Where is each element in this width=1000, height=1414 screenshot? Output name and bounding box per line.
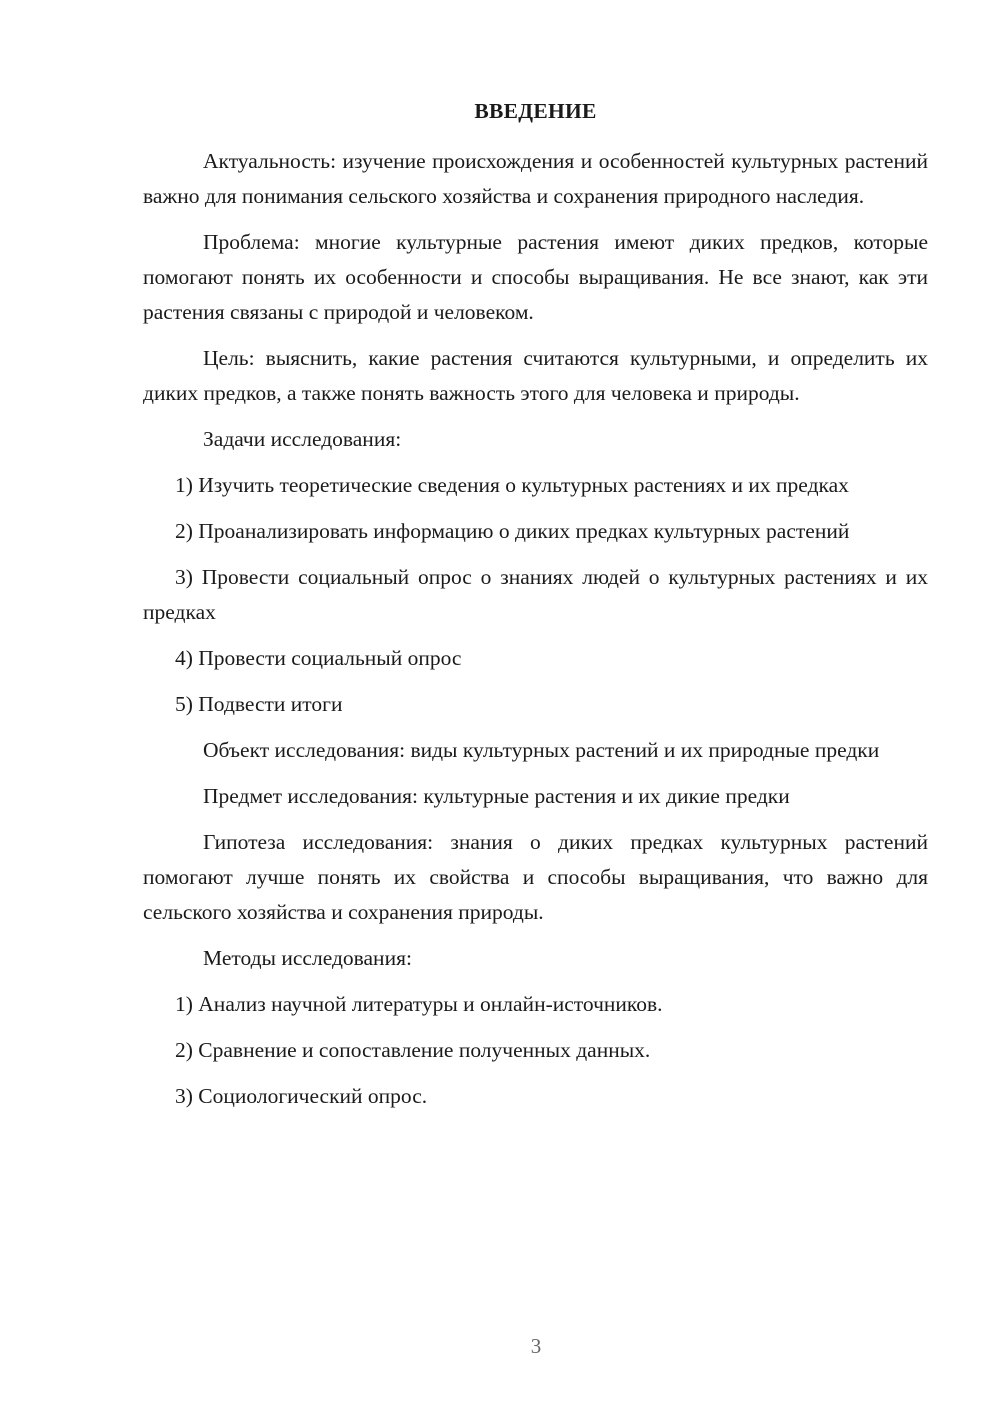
method-item: 3) Социологический опрос. — [175, 1084, 428, 1108]
method-item: 2) Сравнение и сопоставление полученных данных. — [175, 1038, 651, 1062]
object-paragraph: Объект исследования: виды культурных растений и их природные предки — [203, 738, 880, 762]
task-item: 3) Провести социальный опрос о знаниях людей о культурных растениях и их предках — [143, 565, 928, 624]
hypothesis-paragraph: Гипотеза исследования: знания о диких предках культурных растений помогают лучше понять их свойства и способы выращивания, что важно для сельского хозяйства и сохранения природы. — [143, 830, 928, 924]
task-item: 4) Провести социальный опрос — [175, 646, 462, 670]
subject-paragraph: Предмет исследования: культурные растения и их дикие предки — [203, 784, 790, 808]
problem-paragraph: Проблема: многие культурные растения имеют диких предков, которые помогают понять их особенности и способы выращивания. Не все знают, как эти растения связаны с природой и человеком. — [143, 230, 928, 324]
tasks-heading: Задачи исследования: — [203, 427, 402, 451]
task-item: 5) Подвести итоги — [175, 692, 343, 716]
page-number: 3 — [530, 1334, 542, 1358]
section-title: ВВЕДЕНИЕ — [474, 99, 597, 123]
document-page — [143, 97, 928, 1125]
task-item: 2) Проанализировать информацию о диких предках культурных растений — [175, 519, 850, 543]
method-item: 1) Анализ научной литературы и онлайн-источников. — [175, 992, 663, 1016]
methods-heading: Методы исследования: — [203, 946, 412, 970]
task-item: 1) Изучить теоретические сведения о культурных растениях и их предках — [175, 473, 849, 497]
goal-paragraph: Цель: выяснить, какие растения считаются культурными, и определить их диких предков, а также понять важность этого для человека и природы. — [143, 346, 928, 405]
relevance-paragraph: Актуальность: изучение происхождения и особенностей культурных растений важно для понимания сельского хозяйства и сохранения природного наследия. — [143, 149, 928, 208]
